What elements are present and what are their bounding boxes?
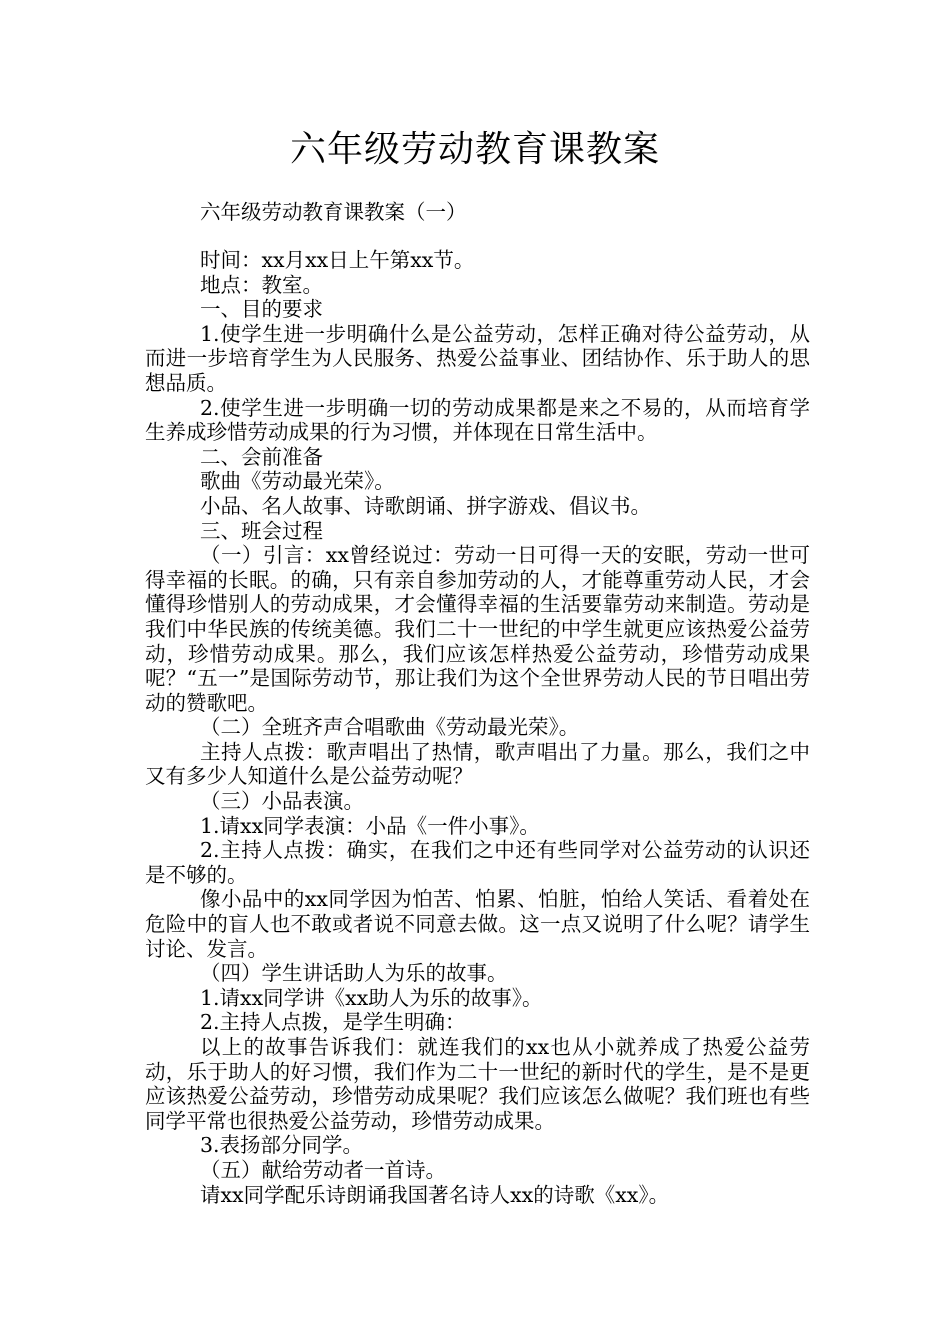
sketch-item-2: 2.主持人点拨：确实，在我们之中还有些同学对公益劳动的认识还是不够的。: [145, 838, 810, 887]
goal-paragraph-2: 2.使学生进一步明确一切的劳动成果都是来之不易的，从而培育学生养成珍惜劳动成果的行为习惯，并体现在日常生活中。: [145, 395, 810, 445]
host-remark-1: 主持人点拨：歌声唱出了热情，歌声唱出了力量。那么，我们之中又有多少人知道什么是公益劳动呢？: [145, 739, 810, 789]
section-heading-goals: 一、目的要求: [200, 297, 323, 322]
section-heading-preparation: 二、会前准备: [200, 444, 323, 469]
preparation-song: 歌曲《劳动最光荣》。: [200, 469, 395, 494]
story-conclusion: 以上的故事告诉我们：就连我们的xx也从小就养成了热爱公益劳动，乐于助人的好习惯，我们作为二十一世纪的新时代的学生，是不是更应该热爱公益劳动，珍惜劳动成果呢？我们应该怎么做呢？我们班也有些同学平常也很热爱公益劳动，珍惜劳动成果。: [145, 1035, 810, 1133]
goal-paragraph-1: 1.使学生进一步明确什么是公益劳动，怎样正确对待公益劳动，从而进一步培育学生为人民服务、热爱公益事业、团结协作、乐于助人的思想品质。: [145, 321, 810, 395]
document-subtitle: 六年级劳动教育课教案（一）: [200, 200, 467, 224]
story-item-2: 2.主持人点拨，是学生明确：: [200, 1010, 466, 1035]
step-two: （二）全班齐声合唱歌曲《劳动最光荣》。: [200, 715, 580, 740]
location-line: 地点：教室。: [200, 272, 323, 297]
section-heading-process: 三、班会过程: [200, 518, 323, 543]
story-item-1: 1.请xx同学讲《xx助人为乐的故事》。: [200, 985, 543, 1010]
sketch-discussion: 像小品中的xx同学因为怕苦、怕累、怕脏，怕给人笑话、看着处在危险中的盲人也不敢或者说不同意去做。这一点又说明了什么呢？请学生讨论、发言。: [145, 887, 810, 961]
step-four: （四）学生讲话助人为乐的故事。: [200, 961, 508, 986]
sketch-item-1: 1.请xx同学表演：小品《一件小事》。: [200, 813, 540, 838]
preparation-items: 小品、名人故事、诗歌朗诵、拼字游戏、倡议书。: [200, 493, 651, 518]
story-item-3: 3.表扬部分同学。: [200, 1133, 364, 1158]
step-five: （五）献给劳动者一首诗。: [200, 1157, 446, 1182]
step-three: （三）小品表演。: [200, 789, 364, 814]
intro-paragraph: （一）引言：xx曾经说过：劳动一日可得一天的安眠，劳动一世可得幸福的长眠。的确，只有亲自参加劳动的人，才能尊重劳动人民，才会懂得珍惜别人的劳动成果，才会懂得幸福的生活要靠劳动来制造。劳动是我们中华民族的传统美德。我们二十一世纪的中学生就更应该热爱公益劳动，珍惜劳动成果。那么，我们应该怎样热爱公益劳动，珍惜劳动成果呢？“五一”是国际劳动节，那让我们为这个全世界劳动人民的节日唱出劳动的赞歌吧。: [145, 543, 810, 715]
document-title: 六年级劳动教育课教案: [289, 129, 660, 170]
poem-recital: 请xx同学配乐诗朗诵我国著名诗人xx的诗歌《xx》。: [200, 1182, 670, 1207]
time-line: 时间：xx月xx日上午第xx节。: [200, 248, 475, 272]
document-body: [145, 248, 810, 1207]
